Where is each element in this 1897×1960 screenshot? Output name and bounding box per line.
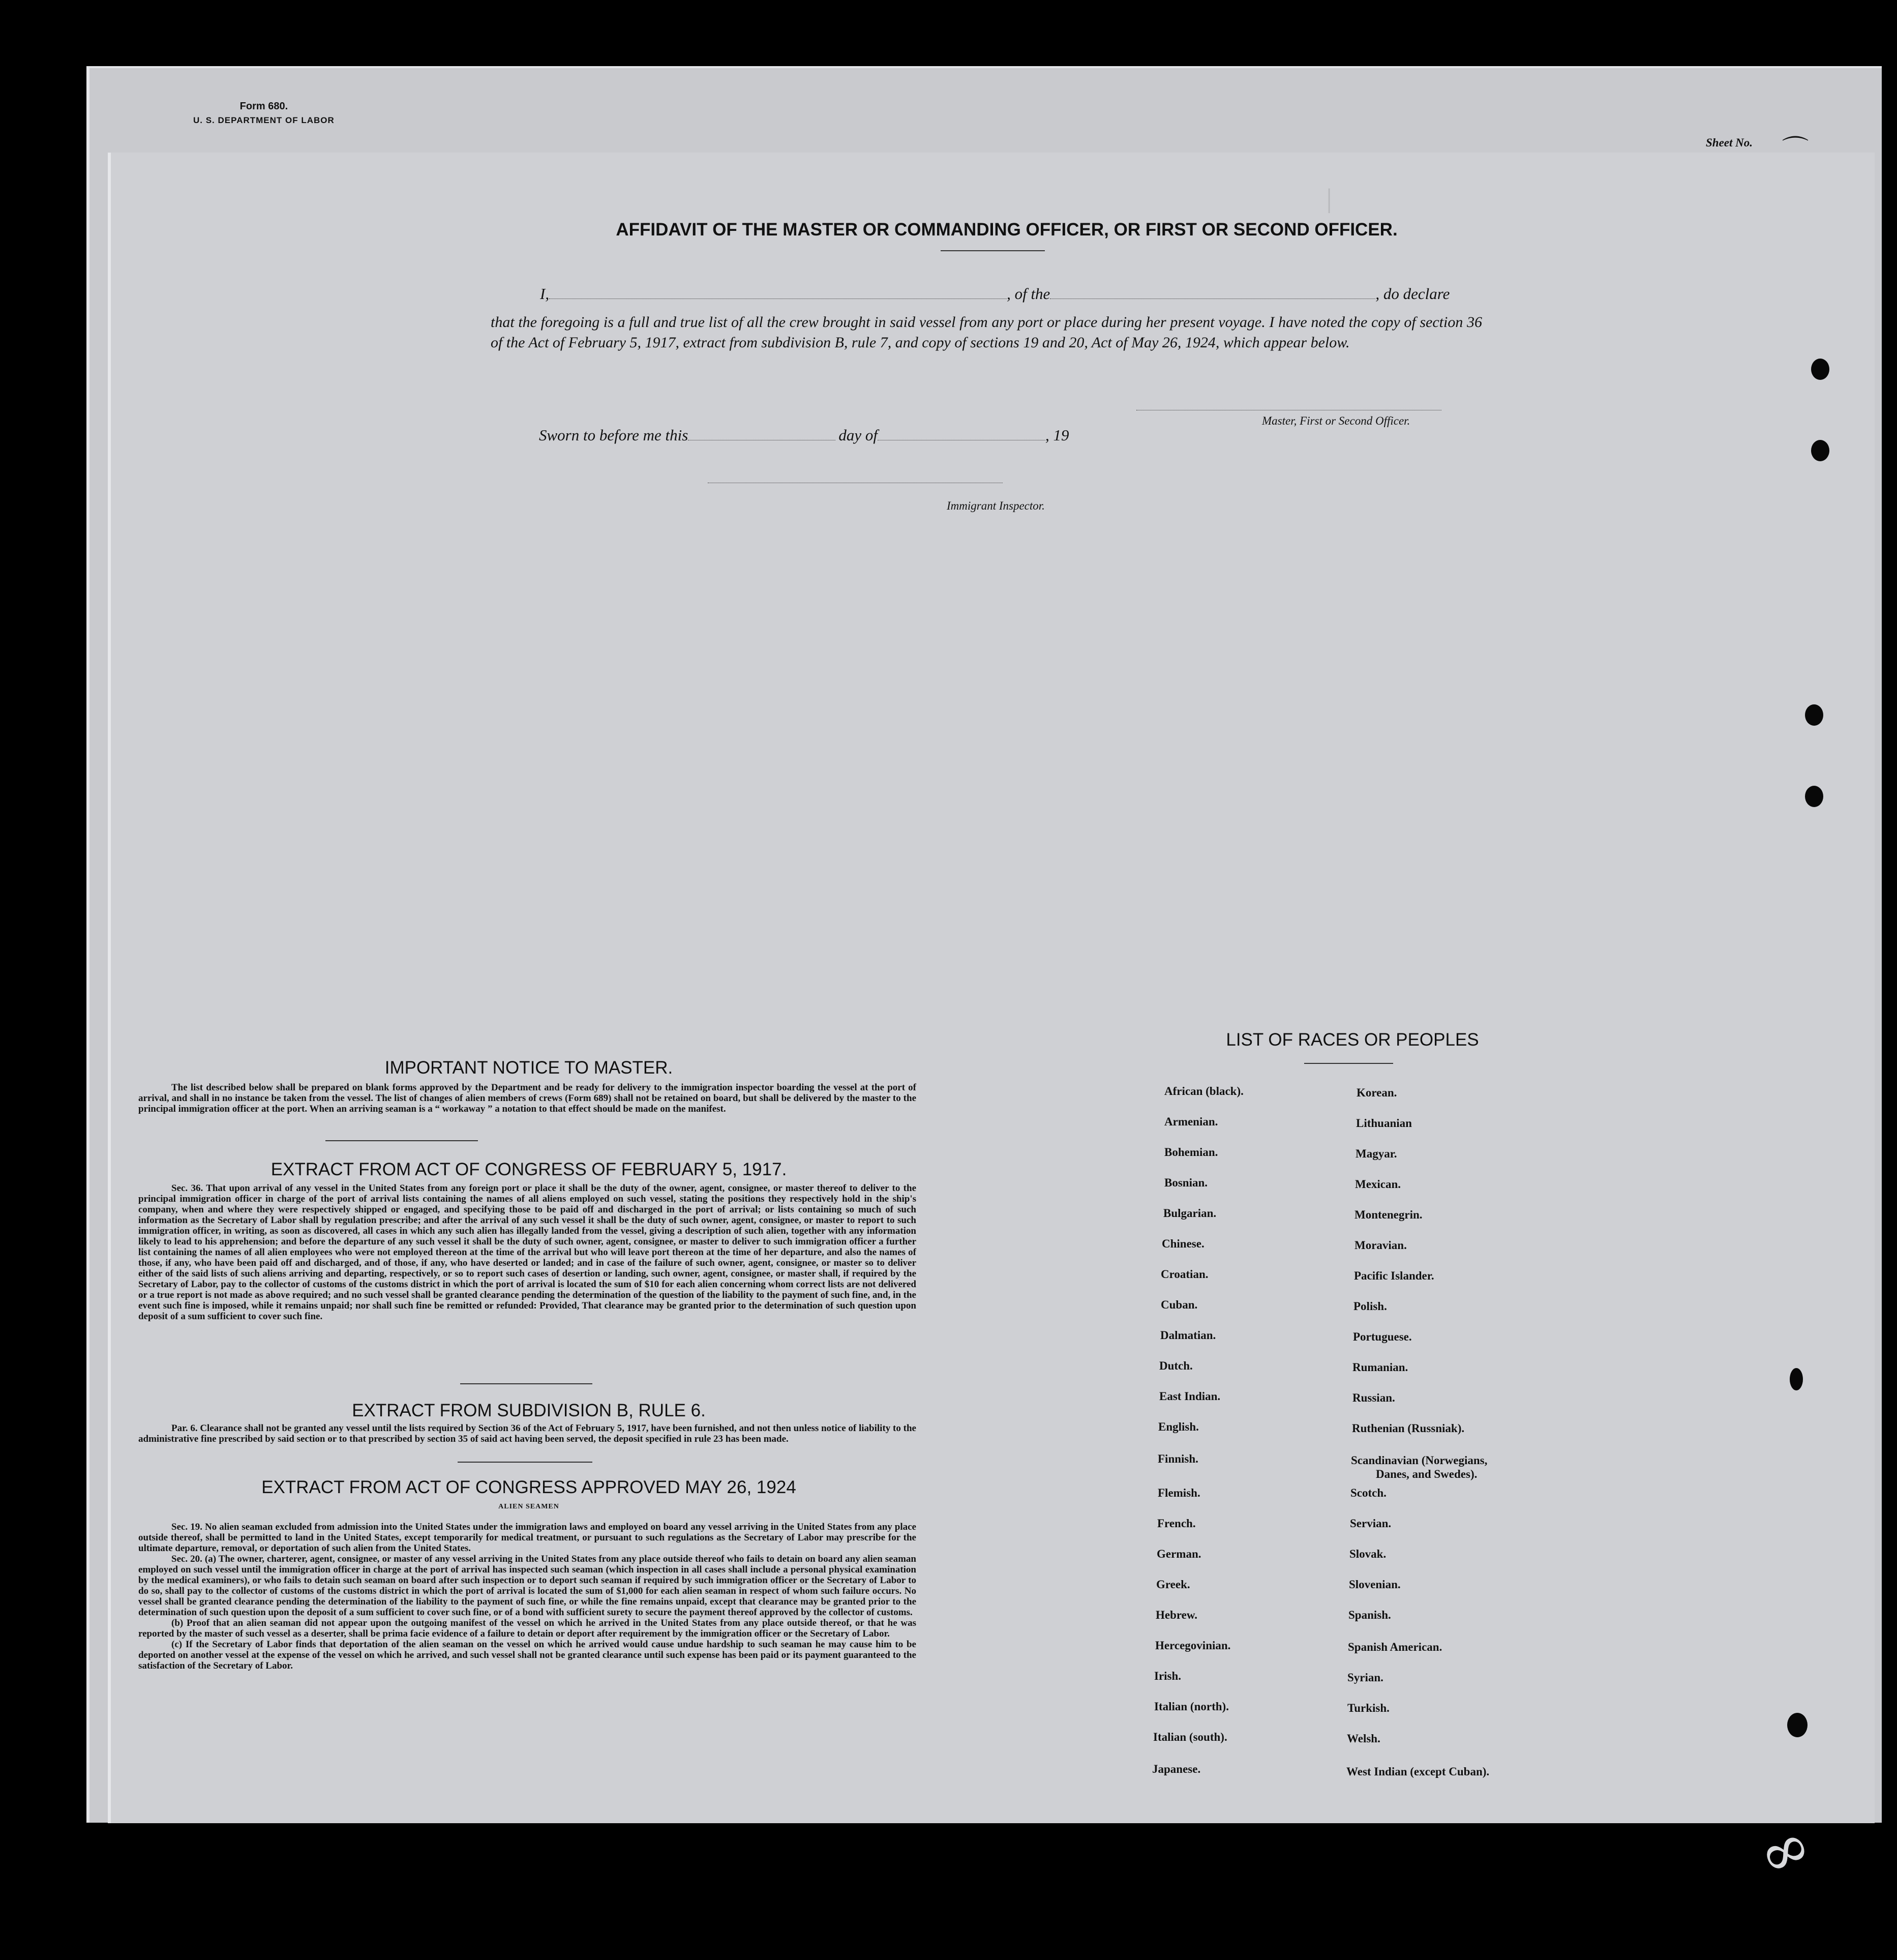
race-item: Turkish. <box>1347 1702 1390 1714</box>
race-item: French. <box>1157 1517 1196 1530</box>
handwritten-mark-icon: ∞ <box>1747 1808 1823 1894</box>
race-item: Spanish American. <box>1348 1641 1442 1653</box>
sec-20c-paragraph: (c) If the Secretary of Labor finds that deportation of the alien seaman on the vessel on which he arrived would cause undue hardship to such seaman he may cause him to be deported on another vessel at the expense of the vessel on which he arrived, and such vessel shall not be granted clearance until such expense has been paid or its payment guaranteed to the satisfaction of the Secretary of Labor. <box>138 1639 916 1671</box>
master-signature-label: Master, First or Second Officer. <box>1262 414 1410 427</box>
sheet-number-label: Sheet No. <box>1706 136 1753 149</box>
race-item: Greek. <box>1156 1578 1190 1591</box>
race-item: German. <box>1157 1548 1201 1560</box>
race-item: Pacific Islander. <box>1354 1269 1434 1282</box>
race-item: Dalmatian. <box>1160 1329 1216 1342</box>
extract-1924-title: EXTRACT FROM ACT OF CONGRESS APPROVED MAY 26, 1924 <box>261 1477 796 1497</box>
notice-title: IMPORTANT NOTICE TO MASTER. <box>384 1058 673 1078</box>
race-item: Flemish. <box>1158 1487 1200 1499</box>
race-item: Armenian. <box>1164 1115 1218 1128</box>
race-item: Spanish. <box>1348 1609 1391 1621</box>
race-item: Danes, and Swedes). <box>1376 1468 1478 1480</box>
affidavit-first-line <box>540 285 1450 303</box>
affidavit-declare: , do declare <box>1375 285 1450 303</box>
race-item: Korean. <box>1357 1086 1397 1099</box>
race-item: Croatian. <box>1161 1268 1209 1281</box>
race-item: Moravian. <box>1354 1239 1407 1252</box>
vessel-blank[interactable] <box>1050 298 1375 299</box>
binder-hole <box>1787 1713 1808 1737</box>
sec-20a-paragraph: Sec. 20. (a) The owner, charterer, agent, consignee, or master of any vessel arriving in the United States from any place outside thereof who fails to detain on board any alien seaman employed on such vessel until the immigration officer in charge at the port of arrival has inspected such seaman (which inspection in all cases shall include a personal physical examination by the medical examiners), or who fails to detain such seaman on board after such inspection or to deport such seaman if required by such immigration officer or the Secretary of Labor to do so, shall pay to the collector of customs of the customs district in which the port of arrival is located the sum of $1,000 for each alien seaman in respect of whom such failure occurs. No vessel shall be granted clearance pending the determination of the liability to the payment of such fine, or while the fine remains unpaid, except that clearance may be granted prior to the determination of such question upon the deposit of a sum sufficient to cover such fine, or of a bond with sufficient surety to secure the payment thereof approved by the collector of customs. <box>138 1554 916 1618</box>
race-item: Bohemian. <box>1164 1146 1218 1159</box>
extract-1924-text <box>138 1522 916 1671</box>
affidavit-title: AFFIDAVIT OF THE MASTER OR COMMANDING OFFICER, OR FIRST OR SECOND OFFICER. <box>616 220 1398 240</box>
binder-hole <box>1790 1368 1803 1390</box>
race-item: Polish. <box>1353 1300 1387 1313</box>
race-item: Montenegrin. <box>1354 1208 1423 1221</box>
race-item: Scotch. <box>1350 1487 1387 1499</box>
sec-19-paragraph: Sec. 19. No alien seaman excluded from admission into the United States under the immigration laws and employed on board any vessel arriving in the United States from any place outside thereof, shall be permitted to land in the United States, except temporarily for medical treatment, or pursuant to such regulations as the Secretary of Labor may prescribe for the ultimate departure, removal, or deportation of such alien from the United States. <box>138 1522 916 1554</box>
race-item: Scandinavian (Norwegians, <box>1351 1454 1488 1467</box>
handwritten-sheet-number: ⌒ <box>1782 135 1809 165</box>
notice-text <box>138 1082 916 1114</box>
extract-rule-text <box>138 1423 916 1444</box>
race-item: Italian (south). <box>1153 1731 1227 1743</box>
title-divider <box>941 250 1045 251</box>
race-item: Japanese. <box>1152 1763 1201 1775</box>
extract-1917-paragraph: Sec. 36. That upon arrival of any vessel in the United States from any foreign port or place it shall be the duty of the owner, agent, consignee, or master thereof to deliver to the principal immigration officer in charge of the port of arrival lists containing the names of all aliens employed on such vessel, stating the positions they respectively hold in the ship's company, when and where they were respectively shipped or engaged, and specifying those to be paid off and discharged in the port of arrival; or lists containing so much of such information as the Secretary of Labor shall by regulation prescribe; and after the arrival of any such vessel it shall be the duty of such owner, agent, consignee, or master to report to such immigration officer, in writing, as soon as discovered, all cases in which any such alien has illegally landed from the vessel, giving a description of such alien, together with any information likely to lead to his apprehension; and before the departure of any such vessel it shall be the duty of such owner, agent, consignee, or master to deliver to such immigration officer a further list containing the names of all alien employees who were not employed thereon at the time of the arrival but who will leave port thereon at the time of her departure, and also the names of those, if any, who have been paid off and discharged, and of those, if any, who have deserted or landed; and in case of the failure of such owner, agent, consignee, or master so to deliver either of the said lists of such aliens arriving and departing, respectively, or so to report such cases of desertion or landing, such owner, agent, consignee, or master shall, if required by the Secretary of Labor, pay to the collector of customs of the customs district in which the port of arrival is located the sum of $10 for each alien concerning whom correct lists are not delivered or a true report is not made as above required; and no such vessel shall be granted clearance pending the determination of the question of the liability to the payment of such fine, and, in the event such fine is imposed, while it remains unpaid; nor shall such fine be remitted or refunded: Provided, That clearance may be granted prior to the determination of such question upon deposit of a sum sufficient to cover such fine. <box>138 1183 916 1322</box>
race-item: West Indian (except Cuban). <box>1346 1765 1490 1778</box>
race-item: Ruthenian (Russniak). <box>1352 1422 1465 1435</box>
master-signature-line[interactable] <box>1136 409 1441 410</box>
form-header <box>193 99 335 128</box>
extract-1917-divider <box>460 1383 592 1384</box>
race-item: Portuguese. <box>1353 1330 1412 1343</box>
affidavit-body: that the foregoing is a full and true list of all the crew brought in said vessel from any port or place during her present voyage. I have noted the copy of section 36 of the Act of February 5, 1917, extract from subdivision B, rule 7, and copy of sections 19 and 20, Act of May 26, 1924, which appear below. <box>491 314 1482 351</box>
inspector-signature-label: Immigrant Inspector. <box>947 499 1045 512</box>
extract-1924-subtitle: ALIEN SEAMEN <box>498 1503 559 1510</box>
race-item: Magyar. <box>1356 1147 1397 1160</box>
race-item: Welsh. <box>1347 1732 1380 1745</box>
sworn-day-blank[interactable] <box>688 439 835 440</box>
races-divider <box>1304 1063 1393 1064</box>
sworn-line <box>539 426 1069 444</box>
race-item: Syrian. <box>1347 1671 1383 1684</box>
sworn-month-blank[interactable] <box>878 439 1045 440</box>
race-item: Slovenian. <box>1349 1578 1401 1591</box>
day-of-text: day of <box>838 426 878 444</box>
races-title: LIST OF RACES OR PEOPLES <box>1226 1030 1479 1050</box>
race-item: Hebrew. <box>1156 1609 1197 1621</box>
sworn-text: Sworn to before me this <box>539 426 688 444</box>
race-item: Mexican. <box>1355 1178 1401 1191</box>
race-item: African (black). <box>1164 1085 1244 1097</box>
race-item: Bulgarian. <box>1163 1207 1217 1220</box>
extract-1917-title: EXTRACT FROM ACT OF CONGRESS OF FEBRUARY 5, 1917. <box>270 1160 787 1179</box>
sec-20b-paragraph: (b) Proof that an alien seaman did not appear upon the outgoing manifest of the vessel on which he arrived in the United States from any place outside thereof, or that he was reported by the master of such vessel as a deserter, shall be prima facie evidence of a failure to detain or deport after requirement by the immigration officer or the Secretary of Labor. <box>138 1618 916 1639</box>
extract-rule-divider <box>458 1462 592 1463</box>
race-item: Hercegovinian. <box>1155 1639 1231 1652</box>
race-item: Chinese. <box>1162 1237 1205 1250</box>
race-item: East Indian. <box>1159 1390 1221 1403</box>
year-text: , 19 <box>1045 426 1069 444</box>
affidavit-of-the: , of the <box>1007 285 1050 303</box>
race-item: English. <box>1158 1420 1199 1433</box>
notice-paragraph: The list described below shall be prepared on blank forms approved by the Department and be ready for delivery to the immigration inspector boarding the vessel at the port of arrival, and shall in no instance be taken from the vessel. The list of changes of alien members of crews (Form 689) shall not be retained on board, but shall be delivered by the master to the principal immigration officer at the port. When an arriving seaman is a “ workaway ” a notation to that effect should be made on the manifest. <box>138 1082 916 1114</box>
extract-rule-paragraph: Par. 6. Clearance shall not be granted any vessel until the lists required by Section 36 of the Act of February 5, 1917, have been furnished, and not then unless notice of liability to the administrative fine prescribed by said section or to that prescribed by section 35 of said act having been served, the deposit specified in rule 23 has been made. <box>138 1423 916 1444</box>
race-item: Bosnian. <box>1164 1176 1208 1189</box>
race-item: Slovak. <box>1349 1548 1387 1560</box>
binder-hole <box>1811 440 1829 461</box>
race-item: Italian (north). <box>1154 1700 1229 1713</box>
race-item: Finnish. <box>1158 1452 1198 1465</box>
race-item: Irish. <box>1154 1670 1182 1682</box>
race-item: Russian. <box>1352 1391 1395 1404</box>
binder-hole <box>1805 786 1823 807</box>
extract-rule-title: EXTRACT FROM SUBDIVISION B, RULE 6. <box>352 1401 706 1420</box>
department-name: U. S. DEPARTMENT OF LABOR <box>193 115 335 125</box>
extract-1917-text <box>138 1183 916 1322</box>
inspector-signature-line[interactable] <box>708 482 1003 483</box>
race-item: Dutch. <box>1159 1359 1193 1372</box>
name-blank[interactable] <box>549 298 1007 299</box>
race-item: Rumanian. <box>1352 1361 1408 1374</box>
affidavit-i: I, <box>540 285 550 303</box>
race-item: Servian. <box>1350 1517 1392 1530</box>
bleed-through-mark: │ <box>1322 189 1337 212</box>
binder-hole <box>1811 359 1829 380</box>
page-edge <box>108 153 111 1823</box>
race-item: Cuban. <box>1161 1298 1198 1311</box>
notice-divider <box>325 1140 478 1141</box>
form-number: Form 680. <box>239 101 288 112</box>
race-item: Lithuanian <box>1356 1117 1412 1130</box>
binder-hole <box>1805 704 1823 726</box>
